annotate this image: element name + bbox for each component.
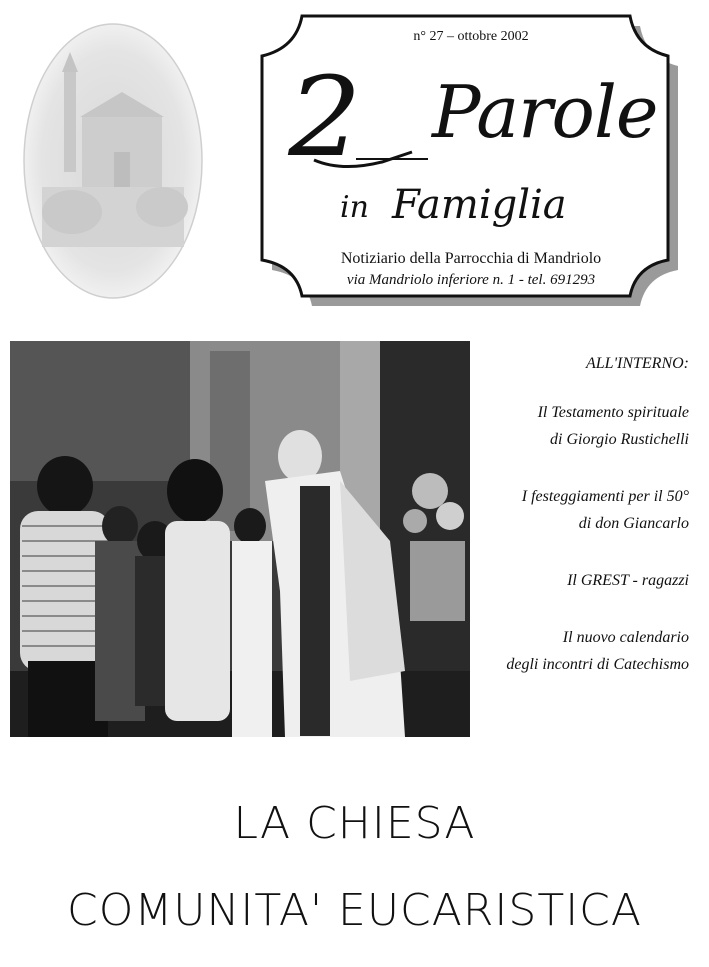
parish-address: via Mandriolo inferiore n. 1 - tel. 691293 (346, 272, 596, 288)
newsletter-description: Notiziario della Parrocchia di Mandriolo (340, 250, 602, 267)
contents-item-line: degli incontri di Catechismo (506, 656, 689, 673)
contents-item (459, 567, 689, 594)
title-word: Parole (432, 70, 658, 154)
inside-contents (459, 350, 689, 708)
masthead (252, 12, 682, 308)
contents-item-line: Il Testamento spirituale (537, 404, 689, 421)
title-famiglia: Famiglia (392, 182, 567, 228)
church-oval-illustration (22, 22, 204, 300)
title-number: 2 (288, 53, 362, 181)
contents-item-line: di don Giancarlo (578, 515, 689, 532)
contents-item (459, 483, 689, 537)
inside-heading: ALL'INTERNO: (586, 355, 689, 372)
communion-photo (10, 341, 470, 737)
headline-line-1: LA CHIESA (233, 798, 476, 849)
contents-item (459, 399, 689, 453)
contents-item-line: di Giorgio Rustichelli (550, 431, 689, 448)
contents-item-line: Il GREST - ragazzi (567, 572, 689, 589)
issue-number: n° 27 – ottobre 2002 (413, 29, 529, 44)
title-in: in (340, 190, 369, 225)
contents-item (459, 624, 689, 678)
contents-item-line: Il nuovo calendario (562, 629, 689, 646)
headline-line-2: COMUNITA' EUCARISTICA (66, 885, 643, 936)
contents-item-line: I festeggiamenti per il 50° (521, 488, 689, 505)
